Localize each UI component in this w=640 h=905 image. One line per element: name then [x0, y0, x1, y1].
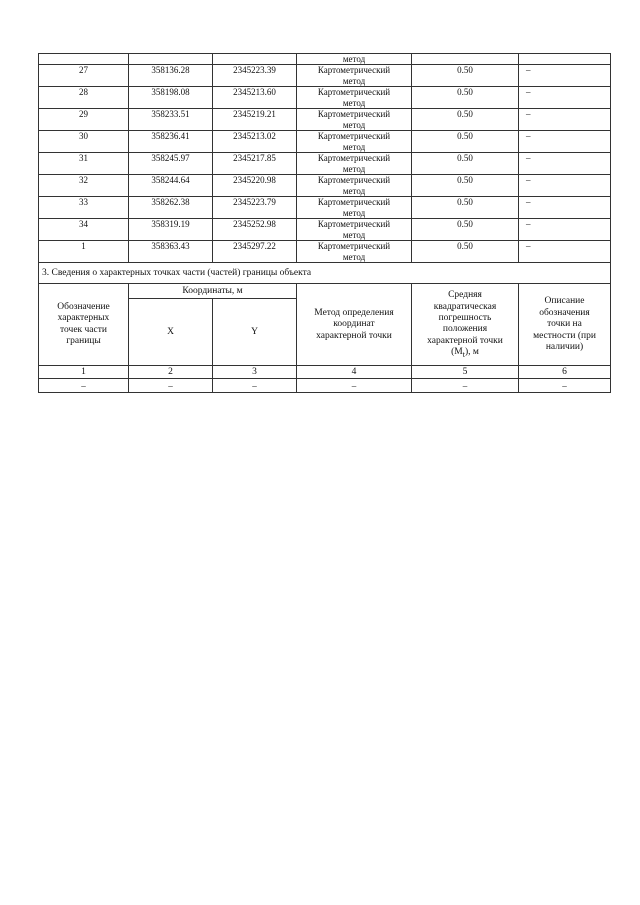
coord-y: 2345220.98 [213, 175, 297, 197]
table-row [39, 153, 611, 175]
boundary-points-table [38, 53, 611, 393]
accuracy-cell: 0.50 [412, 131, 519, 153]
description-cell: – [519, 109, 611, 131]
table-row [39, 241, 611, 263]
header-y: Y [213, 299, 297, 366]
coord-y: 2345252.98 [213, 219, 297, 241]
description-cell: – [519, 219, 611, 241]
column-number: 3 [213, 366, 297, 379]
coord-x: 358136.28 [129, 65, 213, 87]
table-row [39, 65, 611, 87]
coord-y: 2345213.60 [213, 87, 297, 109]
coord-x: 358244.64 [129, 175, 213, 197]
description-cell: – [519, 153, 611, 175]
empty-cell: – [412, 379, 519, 393]
coord-y: 2345213.02 [213, 131, 297, 153]
point-number: 1 [39, 241, 129, 263]
table-row [39, 87, 611, 109]
accuracy-cell: 0.50 [412, 153, 519, 175]
description-cell: – [519, 65, 611, 87]
accuracy-cell: 0.50 [412, 175, 519, 197]
column-number-row [39, 366, 611, 379]
empty-cell: – [519, 379, 611, 393]
accuracy-cell: 0.50 [412, 219, 519, 241]
empty-cell: – [297, 379, 412, 393]
column-number: 5 [412, 366, 519, 379]
method-cell: Картометрический метод [297, 241, 412, 263]
method-cell: Картометрический метод [297, 197, 412, 219]
method-cell: Картометрический метод [297, 109, 412, 131]
empty-cell: – [39, 379, 129, 393]
coord-x: 358233.51 [129, 109, 213, 131]
document-page [38, 53, 610, 393]
coord-y: 2345223.39 [213, 65, 297, 87]
accuracy-cell: 0.50 [412, 109, 519, 131]
section-3-title: 3. Сведения о характерных точках части (частей) границы объекта [39, 263, 611, 284]
coord-x: 358363.43 [129, 241, 213, 263]
method-cell: Картометрический метод [297, 131, 412, 153]
point-number: 27 [39, 65, 129, 87]
coord-y: 2345297.22 [213, 241, 297, 263]
method-cell: Картометрический метод [297, 219, 412, 241]
header-accuracy: Средняя квадратическая погрешность положения характерной точки $(M_t)$, м [412, 284, 519, 366]
method-cell: Картометрический метод [297, 65, 412, 87]
header-coordinates: Координаты, м [129, 284, 297, 299]
empty-cell: – [213, 379, 297, 393]
description-cell: – [519, 197, 611, 219]
point-number: 28 [39, 87, 129, 109]
table-row [39, 219, 611, 241]
table-row [39, 197, 611, 219]
empty-data-row [39, 379, 611, 393]
column-number: 1 [39, 366, 129, 379]
column-number: 6 [519, 366, 611, 379]
table-row [39, 109, 611, 131]
description-cell: – [519, 87, 611, 109]
accuracy-cell: 0.50 [412, 197, 519, 219]
header-method: Метод определения координат характерной точки [297, 284, 412, 366]
coord-x: 358236.41 [129, 131, 213, 153]
accuracy-symbol: $(M_t)$, м [451, 347, 479, 360]
method-cell: метод [297, 54, 412, 65]
point-number: 30 [39, 131, 129, 153]
accuracy-cell: 0.50 [412, 241, 519, 263]
coord-x: 358262.38 [129, 197, 213, 219]
description-cell: – [519, 175, 611, 197]
point-number: 32 [39, 175, 129, 197]
section-3-header-row [39, 284, 611, 299]
description-cell: – [519, 241, 611, 263]
method-cell: Картометрический метод [297, 175, 412, 197]
coord-x: 358245.97 [129, 153, 213, 175]
point-number: 29 [39, 109, 129, 131]
coord-x: 358198.08 [129, 87, 213, 109]
accuracy-cell: 0.50 [412, 65, 519, 87]
table-row [39, 175, 611, 197]
header-x: X [129, 299, 213, 366]
coord-x: 358319.19 [129, 219, 213, 241]
method-cell: Картометрический метод [297, 87, 412, 109]
description-cell: – [519, 131, 611, 153]
table-row [39, 131, 611, 153]
accuracy-cell: 0.50 [412, 87, 519, 109]
coord-y: 2345223.79 [213, 197, 297, 219]
header-description: Описание обозначения точки на местности (при наличии) [519, 284, 611, 366]
column-number: 4 [297, 366, 412, 379]
method-cell: Картометрический метод [297, 153, 412, 175]
header-designation: Обозначение характерных точек части границы [39, 284, 129, 366]
table-row-continuation [39, 54, 611, 65]
section-3-row [39, 263, 611, 284]
coord-y: 2345217.85 [213, 153, 297, 175]
point-number: 34 [39, 219, 129, 241]
point-number: 33 [39, 197, 129, 219]
point-number: 31 [39, 153, 129, 175]
empty-cell: – [129, 379, 213, 393]
column-number: 2 [129, 366, 213, 379]
coord-y: 2345219.21 [213, 109, 297, 131]
